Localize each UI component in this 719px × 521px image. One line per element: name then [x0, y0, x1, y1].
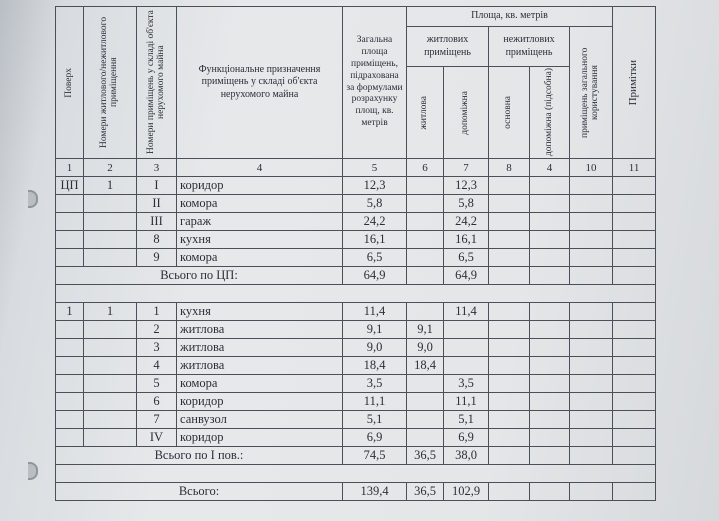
table-row [56, 393, 656, 411]
header-aux: допоміжна [444, 67, 489, 159]
aux-cell [444, 357, 489, 375]
aux-cell: 12,3 [444, 177, 489, 195]
table-row [56, 411, 656, 429]
col-num: 11 [613, 159, 656, 177]
col-num: 6 [407, 159, 444, 177]
living-cell [407, 393, 444, 411]
header-total-area: Загальна площа приміщень, підрахована за формулами розрахунку площ, кв. метрів [343, 7, 407, 159]
subtotal-living: 36,5 [407, 447, 444, 465]
aux-cell: 24,2 [444, 213, 489, 231]
col-num: 7 [444, 159, 489, 177]
living-cell [407, 249, 444, 267]
spacer-row [56, 285, 656, 303]
header-unit-number: Номери житлового/нежитлового приміщення [84, 7, 137, 159]
room-cell: 8 [137, 231, 177, 249]
grand-total-total: 139,4 [343, 483, 407, 501]
aux-cell: 6,9 [444, 429, 489, 447]
subtotal-aux: 64,9 [444, 267, 489, 285]
aux-cell: 5,8 [444, 195, 489, 213]
subtotal-row [56, 447, 656, 465]
room-cell: I [137, 177, 177, 195]
table-row [56, 249, 656, 267]
aux-cell [444, 339, 489, 357]
living-cell [407, 303, 444, 321]
total-cell: 9,1 [343, 321, 407, 339]
purpose-cell: коридор [177, 393, 343, 411]
col-num: 2 [84, 159, 137, 177]
purpose-cell: гараж [177, 213, 343, 231]
living-cell: 9,1 [407, 321, 444, 339]
room-cell: 3 [137, 339, 177, 357]
total-cell: 6,5 [343, 249, 407, 267]
table-row [56, 375, 656, 393]
header-floor: Поверх [56, 7, 84, 159]
binder-hole [28, 190, 38, 208]
aux-cell [444, 321, 489, 339]
total-cell: 5,1 [343, 411, 407, 429]
living-cell [407, 411, 444, 429]
total-cell: 16,1 [343, 231, 407, 249]
grand-total-row [56, 483, 656, 501]
aux-cell: 16,1 [444, 231, 489, 249]
col-num: 3 [137, 159, 177, 177]
subtotal-row [56, 267, 656, 285]
col-num: 4 [177, 159, 343, 177]
room-area-table [55, 6, 656, 501]
room-cell: 5 [137, 375, 177, 393]
header-common: приміщень загального користування [570, 27, 613, 159]
total-cell: 18,4 [343, 357, 407, 375]
col-num: 4 [530, 159, 570, 177]
subtotal-aux: 38,0 [444, 447, 489, 465]
purpose-cell: житлова [177, 321, 343, 339]
purpose-cell: житлова [177, 357, 343, 375]
purpose-cell: комора [177, 195, 343, 213]
room-cell: 9 [137, 249, 177, 267]
table-row [56, 339, 656, 357]
room-cell: II [137, 195, 177, 213]
total-cell: 6,9 [343, 429, 407, 447]
table-row [56, 213, 656, 231]
aux-cell: 11,1 [444, 393, 489, 411]
room-cell: 2 [137, 321, 177, 339]
header-nonresidential: нежитлових приміщень [489, 27, 570, 67]
floor-cell: ЦП [56, 177, 84, 195]
table-row [56, 357, 656, 375]
spacer-row [56, 465, 656, 483]
header-residential: житлових приміщень [407, 27, 489, 67]
table-row [56, 177, 656, 195]
unit-cell: 1 [84, 177, 137, 195]
unit-cell: 1 [84, 303, 137, 321]
living-cell [407, 231, 444, 249]
table-row [56, 195, 656, 213]
header-notes: Примітки [613, 7, 656, 159]
room-cell: 6 [137, 393, 177, 411]
purpose-cell: комора [177, 375, 343, 393]
room-cell: IV [137, 429, 177, 447]
purpose-cell: комора [177, 249, 343, 267]
grand-total-aux: 102,9 [444, 483, 489, 501]
purpose-cell: кухня [177, 303, 343, 321]
total-cell: 11,4 [343, 303, 407, 321]
col-num: 1 [56, 159, 84, 177]
room-cell: 4 [137, 357, 177, 375]
room-cell: 7 [137, 411, 177, 429]
subtotal-label: Всього по ЦП: [56, 267, 343, 285]
header-aux-sub: допоміжна (підсобна) [530, 67, 570, 159]
total-cell: 3,5 [343, 375, 407, 393]
col-num: 8 [489, 159, 530, 177]
aux-cell: 3,5 [444, 375, 489, 393]
purpose-cell: коридор [177, 177, 343, 195]
aux-cell: 6,5 [444, 249, 489, 267]
header-purpose: Функціональне призначення приміщень у складі об'єкта нерухомого майна [177, 7, 343, 159]
living-cell [407, 429, 444, 447]
living-cell [407, 375, 444, 393]
living-cell: 18,4 [407, 357, 444, 375]
purpose-cell: кухня [177, 231, 343, 249]
aux-cell: 11,4 [444, 303, 489, 321]
table-row [56, 303, 656, 321]
total-cell: 9,0 [343, 339, 407, 357]
room-cell: 1 [137, 303, 177, 321]
header-room-number: Номери приміщень у складі об'єкта нерухомого майна [137, 7, 177, 159]
aux-cell: 5,1 [444, 411, 489, 429]
living-cell [407, 177, 444, 195]
table-row [56, 321, 656, 339]
binder-hole [28, 462, 38, 480]
subtotal-total: 64,9 [343, 267, 407, 285]
header-living: житлова [407, 67, 444, 159]
total-cell: 24,2 [343, 213, 407, 231]
total-cell: 5,8 [343, 195, 407, 213]
grand-total-living: 36,5 [407, 483, 444, 501]
total-cell: 11,1 [343, 393, 407, 411]
room-cell: III [137, 213, 177, 231]
col-num: 5 [343, 159, 407, 177]
living-cell: 9,0 [407, 339, 444, 357]
living-cell [407, 213, 444, 231]
total-cell: 12,3 [343, 177, 407, 195]
column-numbers-row [56, 159, 656, 177]
header-area-group: Площа, кв. метрів [407, 7, 613, 27]
purpose-cell: житлова [177, 339, 343, 357]
table-row [56, 429, 656, 447]
subtotal-total: 74,5 [343, 447, 407, 465]
purpose-cell: санвузол [177, 411, 343, 429]
table-row [56, 231, 656, 249]
purpose-cell: коридор [177, 429, 343, 447]
col-num: 10 [570, 159, 613, 177]
grand-total-label: Всього: [56, 483, 343, 501]
subtotal-label: Всього по І пов.: [56, 447, 343, 465]
subtotal-living [407, 267, 444, 285]
header-main: основна [489, 67, 530, 159]
living-cell [407, 195, 444, 213]
floor-cell: 1 [56, 303, 84, 321]
